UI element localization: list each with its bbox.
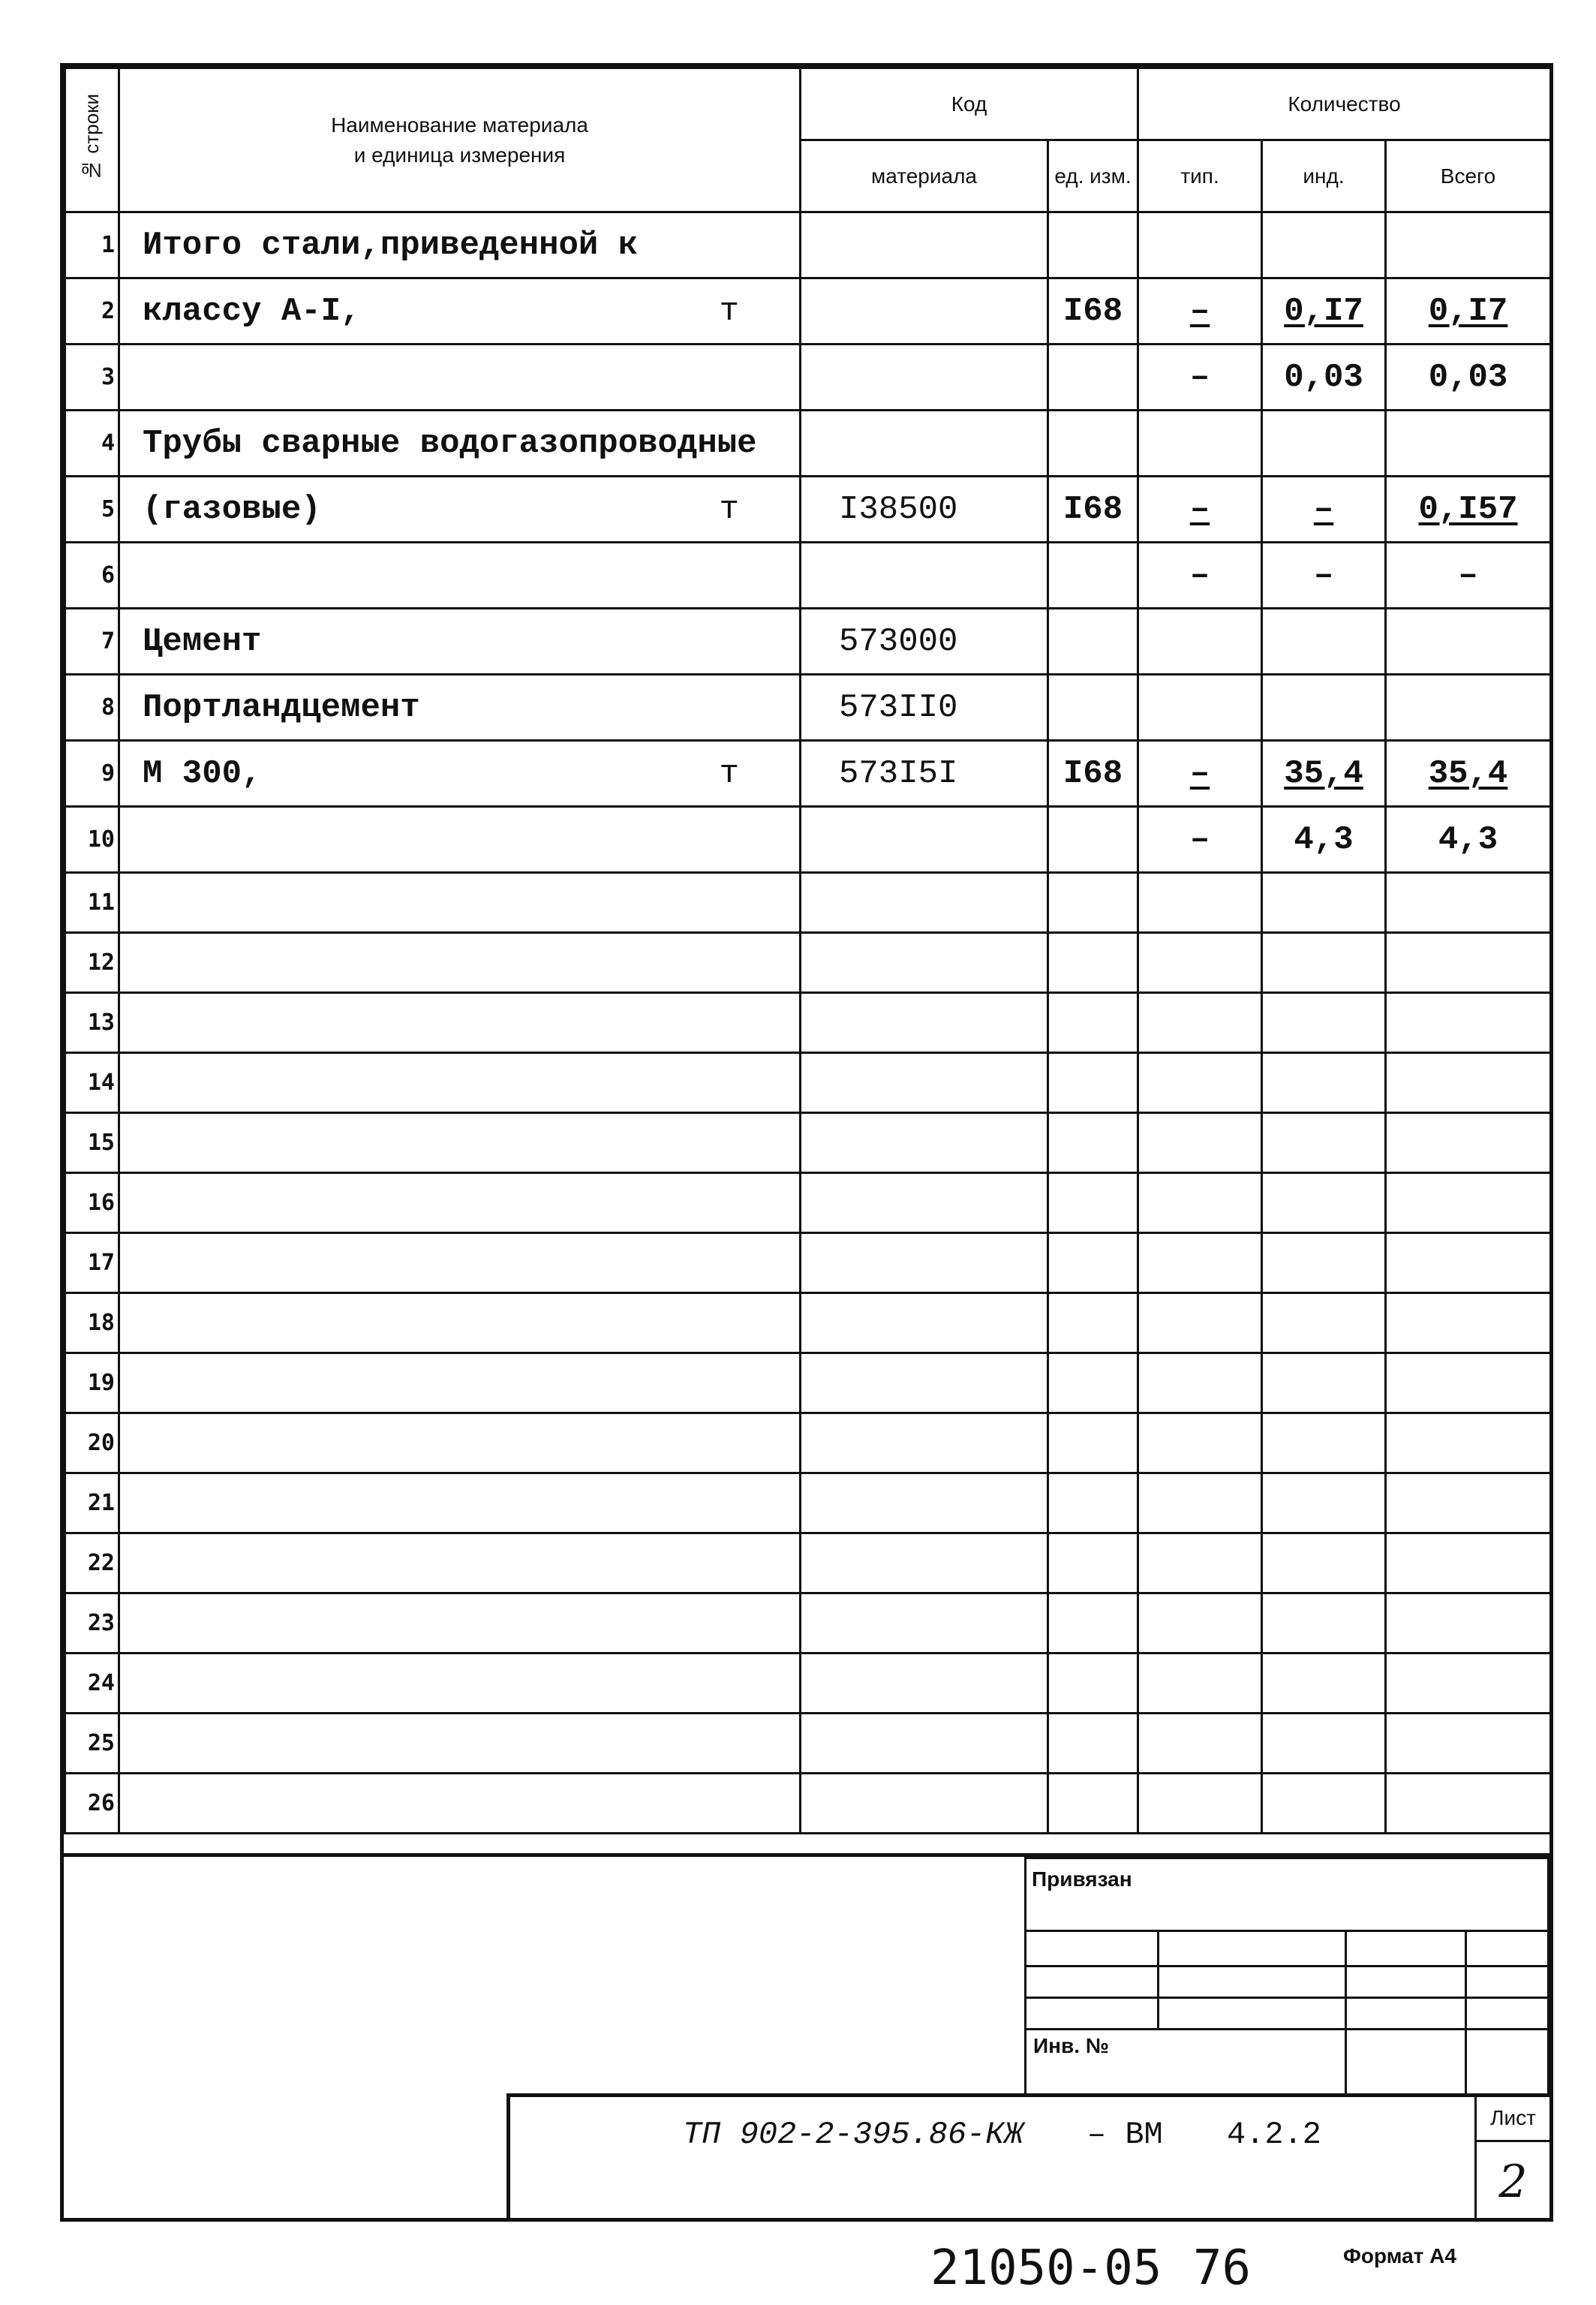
unit-code xyxy=(1048,1113,1138,1173)
total-quantity xyxy=(1386,1533,1551,1593)
quantity-group-header: Количество xyxy=(1138,68,1551,140)
row-number: 8 xyxy=(65,675,119,741)
material-name xyxy=(119,873,801,933)
unit-code xyxy=(1048,543,1138,609)
material-name xyxy=(119,411,801,477)
material-name xyxy=(119,609,801,675)
ind-quantity xyxy=(1262,1533,1386,1593)
material-name-text: Трубы сварные водогазопроводные xyxy=(143,424,757,462)
unit-code xyxy=(1048,411,1138,477)
total-quantity xyxy=(1386,873,1551,933)
ind-quantity xyxy=(1262,477,1386,543)
total-quantity-value: 4,3 xyxy=(1438,820,1498,859)
ind-quantity-value: – xyxy=(1313,490,1334,528)
code-group-header: Код xyxy=(801,68,1138,140)
typ-quantity xyxy=(1138,1233,1262,1293)
material-code xyxy=(801,873,1048,933)
unit-header: ед. изм. xyxy=(1048,140,1138,212)
ind-quantity xyxy=(1262,609,1386,675)
material-name-text: Портландцемент xyxy=(143,688,420,727)
material-name xyxy=(119,477,801,543)
ind-quantity-value: 0,I7 xyxy=(1284,292,1363,330)
material-name xyxy=(119,345,801,411)
unit-code xyxy=(1048,1413,1138,1473)
typ-quantity xyxy=(1138,543,1262,609)
row-number: 9 xyxy=(65,741,119,807)
material-code xyxy=(801,543,1048,609)
table-row xyxy=(65,1113,1551,1173)
unit-code: I68 xyxy=(1048,477,1138,543)
ind-quantity xyxy=(1262,1293,1386,1353)
row-number: 22 xyxy=(65,1533,119,1593)
ind-quantity xyxy=(1262,1593,1386,1654)
unit-code xyxy=(1048,1533,1138,1593)
row-number: 5 xyxy=(65,477,119,543)
material-code xyxy=(801,993,1048,1053)
ind-quantity xyxy=(1262,873,1386,933)
total-quantity xyxy=(1386,1173,1551,1233)
total-quantity xyxy=(1386,1053,1551,1113)
unit-code xyxy=(1048,1173,1138,1233)
table-row xyxy=(65,1293,1551,1353)
row-number: 6 xyxy=(65,543,119,609)
typ-quantity-value: – xyxy=(1189,556,1210,594)
total-quantity xyxy=(1386,1293,1551,1353)
typ-quantity xyxy=(1138,345,1262,411)
typ-quantity xyxy=(1138,807,1262,873)
total-quantity xyxy=(1386,212,1551,278)
total-quantity xyxy=(1386,1473,1551,1533)
typ-quantity-value: – xyxy=(1189,754,1210,793)
row-number: 13 xyxy=(65,993,119,1053)
material-name xyxy=(119,933,801,993)
document-designation: ТП 902-2-395.86-КЖ – ВМ 4.2.2 xyxy=(683,2117,1321,2153)
total-quantity xyxy=(1386,345,1551,411)
total-quantity-value: 0,I57 xyxy=(1418,490,1518,528)
total-quantity xyxy=(1386,1714,1551,1774)
material-name-text: (газовые) xyxy=(143,490,321,528)
row-number: 1 xyxy=(65,212,119,278)
ind-quantity xyxy=(1262,411,1386,477)
material-code xyxy=(801,345,1048,411)
material-code-header: материала xyxy=(801,140,1048,212)
material-code xyxy=(801,1593,1048,1654)
material-code xyxy=(801,807,1048,873)
material-code xyxy=(801,1293,1048,1353)
material-code xyxy=(801,1353,1048,1413)
material-name xyxy=(119,1533,801,1593)
table-row xyxy=(65,278,1551,345)
material-name xyxy=(119,1173,801,1233)
unit-code xyxy=(1048,1774,1138,1834)
ind-quantity xyxy=(1262,345,1386,411)
table-row xyxy=(65,1533,1551,1593)
ind-quantity xyxy=(1262,1173,1386,1233)
typ-quantity xyxy=(1138,1113,1262,1173)
row-number: 7 xyxy=(65,609,119,675)
material-name xyxy=(119,1353,801,1413)
ind-quantity xyxy=(1262,278,1386,345)
material-code xyxy=(801,1714,1048,1774)
ind-quantity xyxy=(1262,741,1386,807)
total-quantity xyxy=(1386,1113,1551,1173)
typ-quantity xyxy=(1138,411,1262,477)
title-block xyxy=(506,2093,1549,2222)
typ-quantity xyxy=(1138,1774,1262,1834)
table-row xyxy=(65,609,1551,675)
material-code: 573I5I xyxy=(801,741,1048,807)
materials-table xyxy=(64,67,1552,1834)
inventory-number-label: Инв. № xyxy=(1033,2034,1110,2057)
table-row xyxy=(65,741,1551,807)
material-name xyxy=(119,1714,801,1774)
typ-quantity xyxy=(1138,1173,1262,1233)
unit-code: I68 xyxy=(1048,741,1138,807)
ind-quantity xyxy=(1262,1113,1386,1173)
table-row xyxy=(65,675,1551,741)
ind-quantity xyxy=(1262,1714,1386,1774)
format-label: Формат А4 xyxy=(1343,2244,1456,2267)
material-name xyxy=(119,993,801,1053)
material-name xyxy=(119,1233,801,1293)
ind-quantity xyxy=(1262,807,1386,873)
row-number: 24 xyxy=(65,1654,119,1714)
material-code xyxy=(801,1413,1048,1473)
typ-quantity xyxy=(1138,1533,1262,1593)
name-header: Наименование материала и единица измерения xyxy=(119,68,801,212)
material-name xyxy=(119,1053,801,1113)
ind-quantity-value: – xyxy=(1313,556,1334,594)
typ-quantity xyxy=(1138,1413,1262,1473)
material-code xyxy=(801,1053,1048,1113)
row-number: 11 xyxy=(65,873,119,933)
material-code xyxy=(801,411,1048,477)
material-name-text: Итого стали,приведенной к xyxy=(143,226,639,264)
material-name xyxy=(119,1113,801,1173)
row-number: 17 xyxy=(65,1233,119,1293)
typical-qty-header: тип. xyxy=(1138,140,1262,212)
typ-quantity-value: – xyxy=(1189,820,1210,859)
total-quantity-value: 35,4 xyxy=(1428,754,1508,793)
material-code xyxy=(801,1473,1048,1533)
ind-quantity xyxy=(1262,1233,1386,1293)
material-name xyxy=(119,278,801,345)
unit-code xyxy=(1048,1473,1138,1533)
sheet-label: Лист xyxy=(1474,2097,1549,2142)
unit-code: I68 xyxy=(1048,278,1138,345)
typ-quantity xyxy=(1138,1654,1262,1714)
table-row xyxy=(65,1593,1551,1654)
typ-quantity xyxy=(1138,1473,1262,1533)
total-quantity-value: 0,03 xyxy=(1428,358,1508,396)
unit-code xyxy=(1048,212,1138,278)
unit-code xyxy=(1048,1053,1138,1113)
typ-quantity xyxy=(1138,675,1262,741)
table-row xyxy=(65,1473,1551,1533)
material-code xyxy=(801,1654,1048,1714)
ind-quantity-value: 4,3 xyxy=(1294,820,1354,859)
page-number: 76 xyxy=(1193,2240,1252,2296)
archive-number: 21050-05 xyxy=(930,2240,1162,2296)
total-quantity xyxy=(1386,1654,1551,1714)
table-row xyxy=(65,345,1551,411)
material-name xyxy=(119,1473,801,1533)
material-name xyxy=(119,675,801,741)
unit-code xyxy=(1048,1233,1138,1293)
table-row xyxy=(65,873,1551,933)
ind-quantity xyxy=(1262,212,1386,278)
total-quantity xyxy=(1386,543,1551,609)
total-quantity xyxy=(1386,1413,1551,1473)
total-quantity xyxy=(1386,278,1551,345)
material-name xyxy=(119,807,801,873)
table-row xyxy=(65,411,1551,477)
table-row xyxy=(65,1654,1551,1714)
typ-quantity xyxy=(1138,933,1262,993)
material-code xyxy=(801,933,1048,993)
row-number: 14 xyxy=(65,1053,119,1113)
total-quantity xyxy=(1386,1233,1551,1293)
total-quantity xyxy=(1386,609,1551,675)
material-name xyxy=(119,1293,801,1353)
material-name xyxy=(119,741,801,807)
row-number: 18 xyxy=(65,1293,119,1353)
material-name xyxy=(119,212,801,278)
row-number: 2 xyxy=(65,278,119,345)
typ-quantity-value: – xyxy=(1189,292,1210,330)
total-quantity xyxy=(1386,675,1551,741)
ind-quantity xyxy=(1262,1473,1386,1533)
typ-quantity xyxy=(1138,1714,1262,1774)
material-code xyxy=(801,212,1048,278)
material-code: I38500 xyxy=(801,477,1048,543)
row-number: 20 xyxy=(65,1413,119,1473)
row-number: 12 xyxy=(65,933,119,993)
total-quantity xyxy=(1386,741,1551,807)
table-row xyxy=(65,1774,1551,1834)
document-sheet xyxy=(60,63,1553,2222)
typ-quantity xyxy=(1138,1593,1262,1654)
ind-quantity xyxy=(1262,1353,1386,1413)
unit-code xyxy=(1048,675,1138,741)
typ-quantity-value: – xyxy=(1189,490,1210,528)
total-quantity-value: – xyxy=(1458,556,1478,594)
material-name-text: М 300, xyxy=(143,754,262,793)
total-quantity xyxy=(1386,1593,1551,1654)
ind-quantity xyxy=(1262,1654,1386,1714)
ind-quantity xyxy=(1262,933,1386,993)
unit-code xyxy=(1048,933,1138,993)
individual-qty-header: инд. xyxy=(1262,140,1386,212)
total-quantity xyxy=(1386,477,1551,543)
typ-quantity xyxy=(1138,477,1262,543)
material-name xyxy=(119,1593,801,1654)
typ-quantity xyxy=(1138,741,1262,807)
row-number: 25 xyxy=(65,1714,119,1774)
material-code: 573000 xyxy=(801,609,1048,675)
material-code xyxy=(801,1774,1048,1834)
material-code xyxy=(801,1173,1048,1233)
table-row xyxy=(65,1413,1551,1473)
material-name xyxy=(119,1413,801,1473)
unit-code xyxy=(1048,993,1138,1053)
material-code xyxy=(801,1533,1048,1593)
unit-code xyxy=(1048,1654,1138,1714)
document-number: 4.2.2 xyxy=(1226,2117,1321,2153)
table-row xyxy=(65,477,1551,543)
row-number: 15 xyxy=(65,1113,119,1173)
material-code xyxy=(801,278,1048,345)
table-row xyxy=(65,543,1551,609)
ind-quantity xyxy=(1262,543,1386,609)
unit-abbrev: т xyxy=(719,292,739,330)
row-number: 26 xyxy=(65,1774,119,1834)
table-row xyxy=(65,1173,1551,1233)
unit-code xyxy=(1048,609,1138,675)
ind-quantity xyxy=(1262,1053,1386,1113)
typ-quantity xyxy=(1138,993,1262,1053)
unit-code xyxy=(1048,1293,1138,1353)
unit-code xyxy=(1048,345,1138,411)
ind-quantity xyxy=(1262,675,1386,741)
table-row xyxy=(65,993,1551,1053)
total-quantity xyxy=(1386,1353,1551,1413)
typ-quantity xyxy=(1138,278,1262,345)
material-name xyxy=(119,1774,801,1834)
table-row xyxy=(65,1053,1551,1113)
total-quantity xyxy=(1386,807,1551,873)
material-name-text: Цемент xyxy=(143,622,262,661)
total-quantity xyxy=(1386,993,1551,1053)
material-name-text: классу А-I, xyxy=(143,292,361,330)
unit-code xyxy=(1048,873,1138,933)
table-row xyxy=(65,933,1551,993)
unit-abbrev: т xyxy=(719,490,739,528)
table-row xyxy=(65,1714,1551,1774)
total-quantity xyxy=(1386,411,1551,477)
typ-quantity xyxy=(1138,1053,1262,1113)
typ-quantity xyxy=(1138,1293,1262,1353)
ind-quantity-value: 0,03 xyxy=(1284,358,1363,396)
material-code xyxy=(801,1113,1048,1173)
ind-quantity-value: 35,4 xyxy=(1284,754,1363,793)
material-code: 573II0 xyxy=(801,675,1048,741)
sheet-number: 2 xyxy=(1474,2142,1549,2222)
typ-quantity xyxy=(1138,1353,1262,1413)
row-number: 3 xyxy=(65,345,119,411)
unit-code xyxy=(1048,807,1138,873)
ind-quantity xyxy=(1262,1774,1386,1834)
total-quantity xyxy=(1386,1774,1551,1834)
table-row xyxy=(65,807,1551,873)
ind-quantity xyxy=(1262,993,1386,1053)
total-quantity xyxy=(1386,933,1551,993)
table-row xyxy=(65,1353,1551,1413)
total-quantity-value: 0,I7 xyxy=(1428,292,1508,330)
material-name xyxy=(119,1654,801,1714)
typ-quantity-value: – xyxy=(1189,358,1210,396)
material-name xyxy=(119,543,801,609)
unit-abbrev: т xyxy=(719,754,739,793)
row-number: 16 xyxy=(65,1173,119,1233)
row-number: 4 xyxy=(65,411,119,477)
ind-quantity xyxy=(1262,1413,1386,1473)
table-row xyxy=(65,212,1551,278)
table-row xyxy=(65,1233,1551,1293)
material-code xyxy=(801,1233,1048,1293)
row-number: 10 xyxy=(65,807,119,873)
typ-quantity xyxy=(1138,212,1262,278)
row-number: 21 xyxy=(65,1473,119,1533)
total-qty-header: Всего xyxy=(1386,140,1551,212)
unit-code xyxy=(1048,1714,1138,1774)
row-number: 23 xyxy=(65,1593,119,1654)
typ-quantity xyxy=(1138,609,1262,675)
row-number: 19 xyxy=(65,1353,119,1413)
unit-code xyxy=(1048,1353,1138,1413)
attached-label: Привязан xyxy=(1032,1867,1132,1891)
typ-quantity xyxy=(1138,873,1262,933)
unit-code xyxy=(1048,1593,1138,1654)
row-number-header: № строки xyxy=(65,68,119,212)
